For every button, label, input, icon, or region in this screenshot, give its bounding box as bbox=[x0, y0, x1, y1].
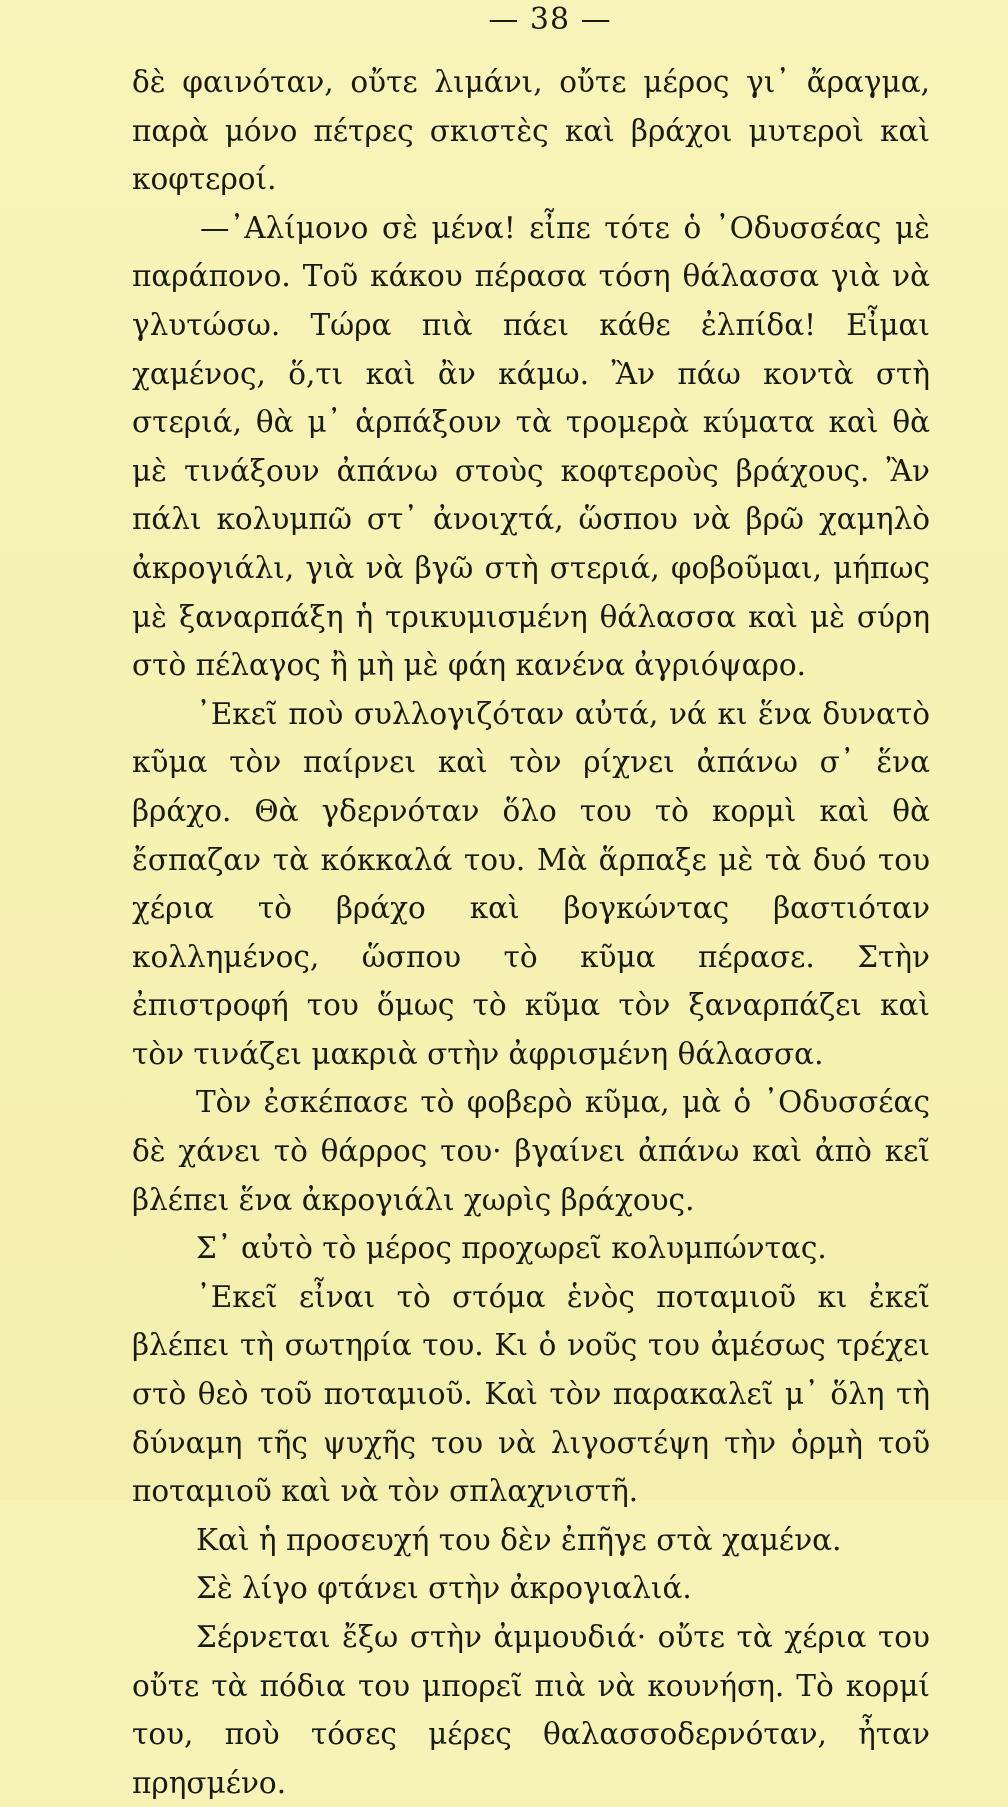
paragraph-wave-hits-rock: ᾿Εκεῖ ποὺ συλλογιζόταν αὐτά, νά κι ἕνα δυνατὸ κῦμα τὸν παίρνει καὶ τὸν ρίχνει ἀπάνω σ᾿ ἕνα βράχο. Θὰ γδερνόταν ὅλο του τὸ κορμὶ καὶ θὰ ἔσπαζαν τὰ κόκκαλά του. Μὰ ἅρπαξε μὲ τὰ δυό του χέρια τὸ βράχο καὶ βογκώντας βαστιόταν κολλημένος, ὥσπου τὸ κῦμα πέρασε. Στὴν ἐπιστροφή του ὅμως τὸ κῦμα τὸν ξαναρπάζει καὶ τὸν τινάζει μακριὰ στὴν ἀφρισμένη θάλασσα. bbox=[132, 696, 930, 1071]
paragraph-prayer-answered: Καὶ ἡ προσευχή του δὲν ἐπῆγε στὰ χαμένα. bbox=[196, 1522, 842, 1557]
paragraph-crawls-onto-sand: Σέρνεται ἔξω στὴν ἀμμουδιά· οὔτε τὰ χέρια του οὔτε τὰ πόδια του μπορεῖ πιὰ νὰ κουνήση. Τὸ κορμί του, ποὺ τόσες μέρες θαλασσοδερνόταν, ἦταν πρησμένο. bbox=[132, 1620, 930, 1800]
paragraph-sees-shore: Τὸν ἐσκέπασε τὸ φοβερὸ κῦμα, μὰ ὁ ᾿Οδυσσέας δὲ χάνει τὸ θάρρος του· βγαίνει ἀπάνω καὶ ἀπὸ κεῖ βλέπει ἕνα ἀκρογιάλι χωρὶς βράχους. bbox=[132, 1085, 930, 1217]
page-number: — 38 — bbox=[488, 2, 612, 37]
paragraph-reaches-beach: Σὲ λίγο φτάνει στὴν ἀκρογιαλιά. bbox=[196, 1571, 692, 1606]
paragraph-continuation: δὲ φαινόταν, οὔτε λιμάνι, οὔτε μέρος γι᾿ ἄραγμα, παρὰ μόνο πέτρες σκιστὲς καὶ βράχοι μυτεροὶ καὶ κοφτεροί. bbox=[132, 65, 930, 197]
paragraph-river-mouth: ᾿Εκεῖ εἶναι τὸ στόμα ἑνὸς ποταμιοῦ κι ἐκεῖ βλέπει τὴ σωτηρία του. Κι ὁ νοῦς του ἀμέσως τρέχει στὸ θεὸ τοῦ ποταμιοῦ. Καὶ τὸν παρακαλεῖ μ᾿ ὅλη τὴ δύναμη τῆς ψυχῆς του νὰ λιγοστέψη τὴν ὁρμὴ τοῦ ποταμιοῦ καὶ νὰ τὸν σπλαχνιστῆ. bbox=[132, 1279, 930, 1509]
paragraph-odysseus-lament: —᾿Αλίμονο σὲ μένα! εἶπε τότε ὁ ᾿Οδυσσέας μὲ παράπονο. Τοῦ κάκου πέρασα τόση θάλασσα γιὰ νὰ γλυτώσω. Τώρα πιὰ πάει κάθε ἐλπίδα! Εἶμαι χαμένος, ὅ,τι καὶ ἂν κάμω. Ἂν πάω κοντὰ στὴ στεριά, θὰ μ᾿ ἁρπάξουν τὰ τρομερὰ κύματα καὶ θὰ μὲ τινάξουν ἀπάνω στοὺς κοφτεροὺς βράχους. Ἂν πάλι κολυμπῶ στ᾿ ἀνοιχτά, ὥσπου νὰ βρῶ χαμηλὸ ἀκρογιάλι, γιὰ νὰ βγῶ στὴ στεριά, φοβοῦμαι, μήπως μὲ ξαναρπάξη ἡ τρικυμισμένη θάλασσα καὶ μὲ σύρη στὸ πέλαγος ἢ μὴ μὲ φάη κανένα ἀγριόψαρο. bbox=[132, 210, 930, 683]
paragraph-swims-forward: Σ᾿ αὐτὸ τὸ μέρος προχωρεῖ κολυμπώντας. bbox=[196, 1231, 827, 1266]
page-text bbox=[132, 58, 930, 1807]
